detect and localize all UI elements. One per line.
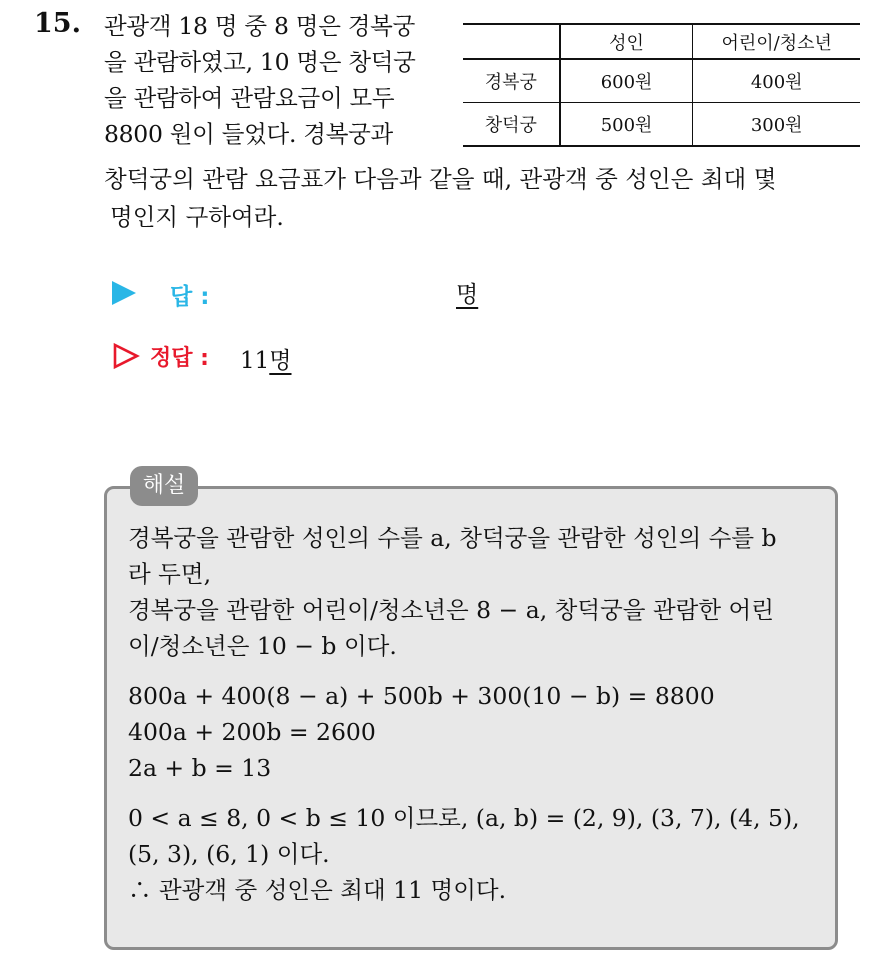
correct-answer-value (240, 342, 292, 375)
conclusion-line: ∴ 관광객 중 성인은 최대 11 명이다. (128, 876, 507, 904)
explanation-body (128, 520, 828, 908)
conclusion-line: (5, 3), (6, 1) 이다. (128, 840, 330, 868)
answer-label: 답 : (170, 284, 210, 310)
explanation-tag: 해설 (130, 466, 198, 506)
fee-table-cell: 경복궁 (463, 59, 560, 103)
fee-table (463, 23, 860, 147)
fee-table-cell: 600원 (560, 59, 693, 103)
fee-table-row (463, 103, 860, 147)
fee-table-header-cell (463, 24, 560, 59)
fee-table-cell: 창덕궁 (463, 103, 560, 147)
fee-table-cell: 300원 (693, 103, 860, 147)
fee-table-cell: 400원 (693, 59, 860, 103)
outline-triangle-icon (112, 342, 140, 374)
fee-table-cell: 500원 (560, 103, 693, 147)
question-number: 15. (34, 8, 81, 39)
equation-line: 800a + 400(8 − a) + 500b + 300(10 − b) = 8800 (128, 682, 715, 710)
equation-line: 2a + b = 13 (128, 754, 272, 782)
explanation-line: 라 두면, (128, 560, 212, 588)
fee-table-header-row (463, 24, 860, 59)
play-triangle-icon (112, 281, 136, 305)
question-line: 8800 원이 들었다. 경복궁과 (104, 120, 393, 148)
fee-table-header-cell: 성인 (560, 24, 693, 59)
answer-unit: 명 (456, 282, 479, 308)
question-line: 창덕궁의 관람 요금표가 다음과 같을 때, 관광객 중 성인은 최대 몇 (104, 165, 777, 193)
conclusion-line: 0 < a ≤ 8, 0 < b ≤ 10 이므로, (a, b) = (2, 9), (3, 7), (4, 5), (128, 804, 800, 832)
equation-line: 400a + 200b = 2600 (128, 718, 376, 746)
explanation-line: 이/청소년은 10 − b 이다. (128, 632, 397, 660)
question-line: 을 관람하여 관람요금이 모두 (104, 84, 395, 112)
question-text-full (104, 160, 864, 236)
explanation-line: 경복궁을 관람한 어린이/청소년은 8 − a, 창덕궁을 관람한 어린 (128, 596, 774, 624)
correct-answer-number: 11 (240, 348, 270, 374)
question-text-wrapped (104, 8, 434, 152)
answer-row (112, 277, 512, 311)
correct-answer-row (112, 340, 512, 374)
correct-answer-label: 정답 : (150, 346, 209, 371)
fee-table-row (463, 59, 860, 103)
question-line: 을 관람하였고, 10 명은 창덕궁 (104, 48, 416, 76)
question-line: 관광객 18 명 중 8 명은 경복궁 (104, 12, 415, 40)
explanation-line: 경복궁을 관람한 성인의 수를 a, 창덕궁을 관람한 성인의 수를 b (128, 524, 777, 552)
correct-answer-unit: 명 (269, 348, 292, 374)
fee-table-header-cell: 어린이/청소년 (693, 24, 860, 59)
question-line: 명인지 구하여라. (110, 203, 284, 231)
